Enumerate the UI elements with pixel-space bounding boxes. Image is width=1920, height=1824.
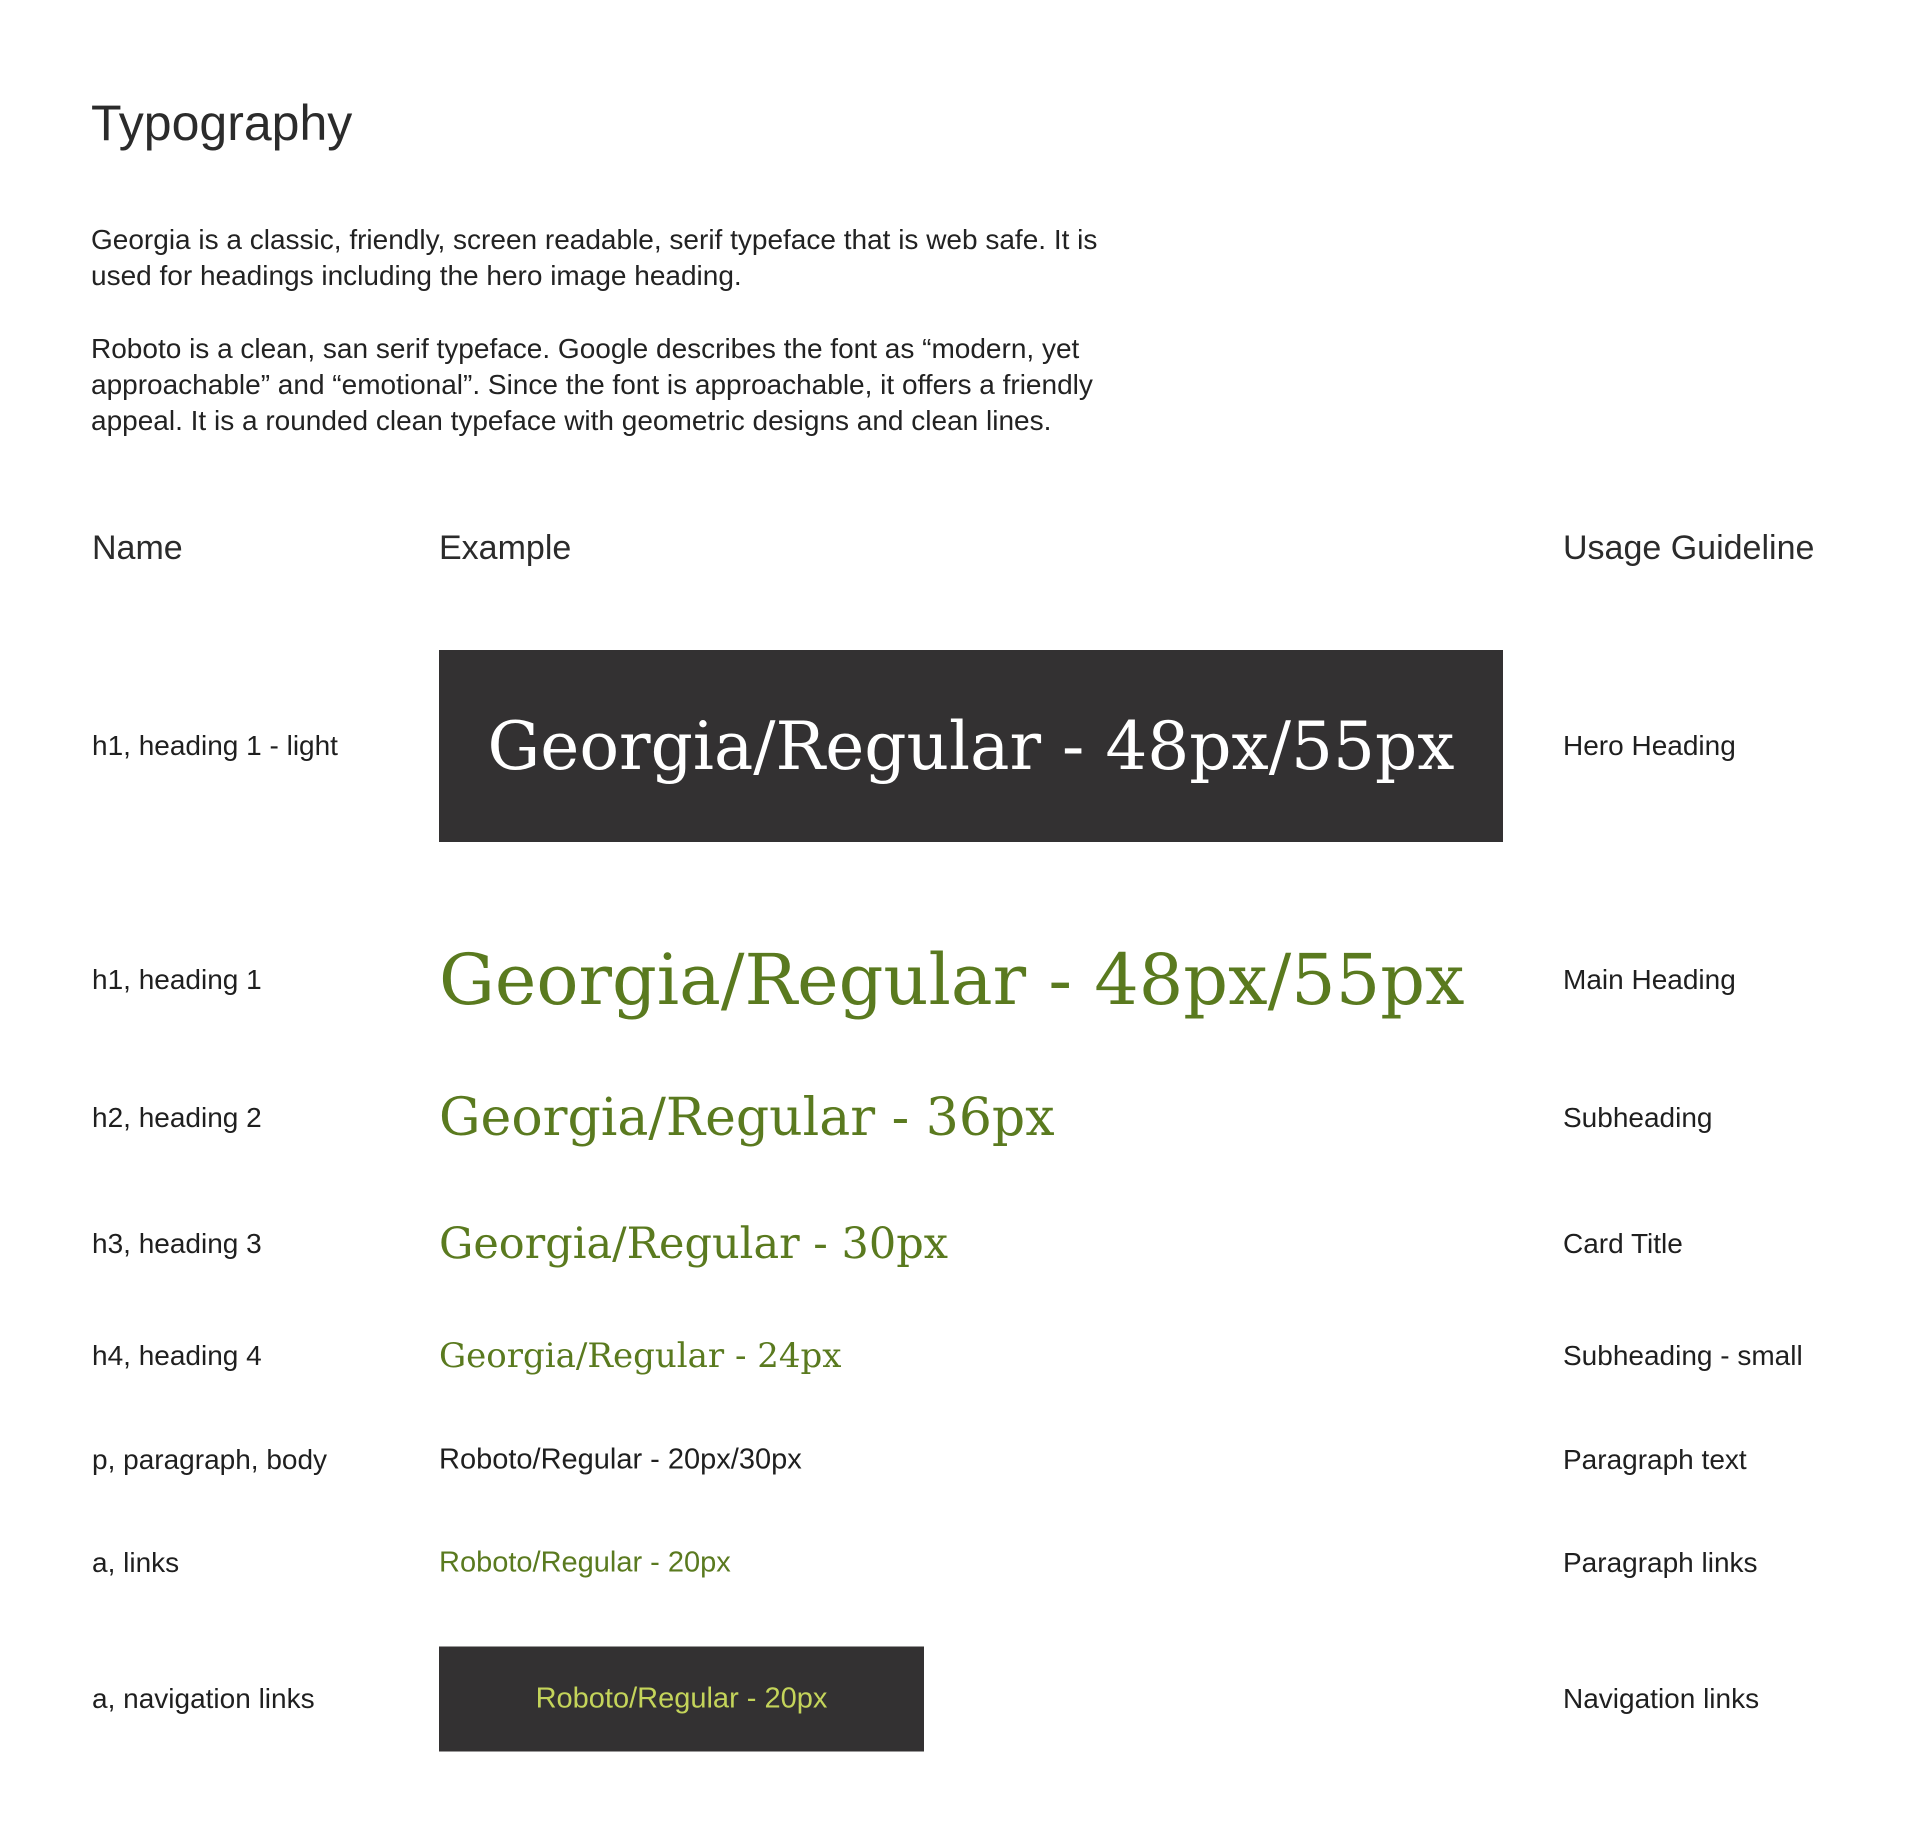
column-header-example: Example xyxy=(439,529,572,567)
paragraph-example: Roboto/Regular - 20px/30px xyxy=(439,1443,802,1476)
row-usage: Paragraph text xyxy=(1563,1444,1747,1475)
row-name: h1, heading 1 xyxy=(92,964,262,995)
table-row-h4 xyxy=(0,1328,1920,1384)
row-name: p, paragraph, body xyxy=(92,1444,328,1475)
navigation-link-example[interactable]: Roboto/Regular - 20px xyxy=(439,1646,924,1751)
table-row-h1 xyxy=(0,930,1920,1030)
table-row-paragraph xyxy=(0,1436,1920,1484)
intro-paragraph-roboto: Roboto is a clean, san serif typeface. Google describes the font as “modern, yet approachable” and “emotional”. Since the font is approachable, it offers a friendly appeal. It is a rounded clean typeface with geometric designs and clean lines. xyxy=(91,333,1093,436)
main-heading-example: Georgia/Regular - 48px/55px xyxy=(439,939,1465,1021)
subheading-example: Georgia/Regular - 36px xyxy=(439,1088,1055,1148)
row-usage: Navigation links xyxy=(1563,1682,1760,1714)
row-name: h2, heading 2 xyxy=(92,1102,262,1133)
row-name: a, links xyxy=(92,1547,180,1578)
row-usage: Card Title xyxy=(1563,1228,1683,1259)
table-row-links xyxy=(0,1539,1920,1587)
row-usage: Main Heading xyxy=(1563,964,1736,995)
hero-heading-example: Georgia/Regular - 48px/55px xyxy=(439,650,1503,842)
table-row-h2 xyxy=(0,1080,1920,1156)
table-row-h3 xyxy=(0,1212,1920,1276)
row-usage: Paragraph links xyxy=(1563,1547,1758,1578)
card-title-example: Georgia/Regular - 30px xyxy=(439,1219,948,1269)
column-header-name: Name xyxy=(92,529,183,567)
row-usage: Subheading - small xyxy=(1563,1340,1803,1371)
table-row-h1-light xyxy=(0,650,1920,842)
paragraph-link-example[interactable]: Roboto/Regular - 20px xyxy=(439,1546,731,1579)
column-header-usage: Usage Guideline xyxy=(1563,529,1815,567)
subheading-small-example: Georgia/Regular - 24px xyxy=(439,1336,842,1376)
intro-paragraph-georgia: Georgia is a classic, friendly, screen readable, serif typeface that is web safe. It is used for headings including the hero image heading. xyxy=(91,224,1098,291)
table-row-navigation-links xyxy=(0,1646,1920,1751)
row-usage: Subheading xyxy=(1563,1102,1713,1133)
row-usage: Hero Heading xyxy=(1563,730,1736,761)
row-name: h1, heading 1 - light xyxy=(92,730,338,761)
row-name: h3, heading 3 xyxy=(92,1228,262,1259)
row-name: h4, heading 4 xyxy=(92,1340,262,1371)
page-title: Typography xyxy=(91,95,353,151)
row-name: a, navigation links xyxy=(92,1682,315,1714)
